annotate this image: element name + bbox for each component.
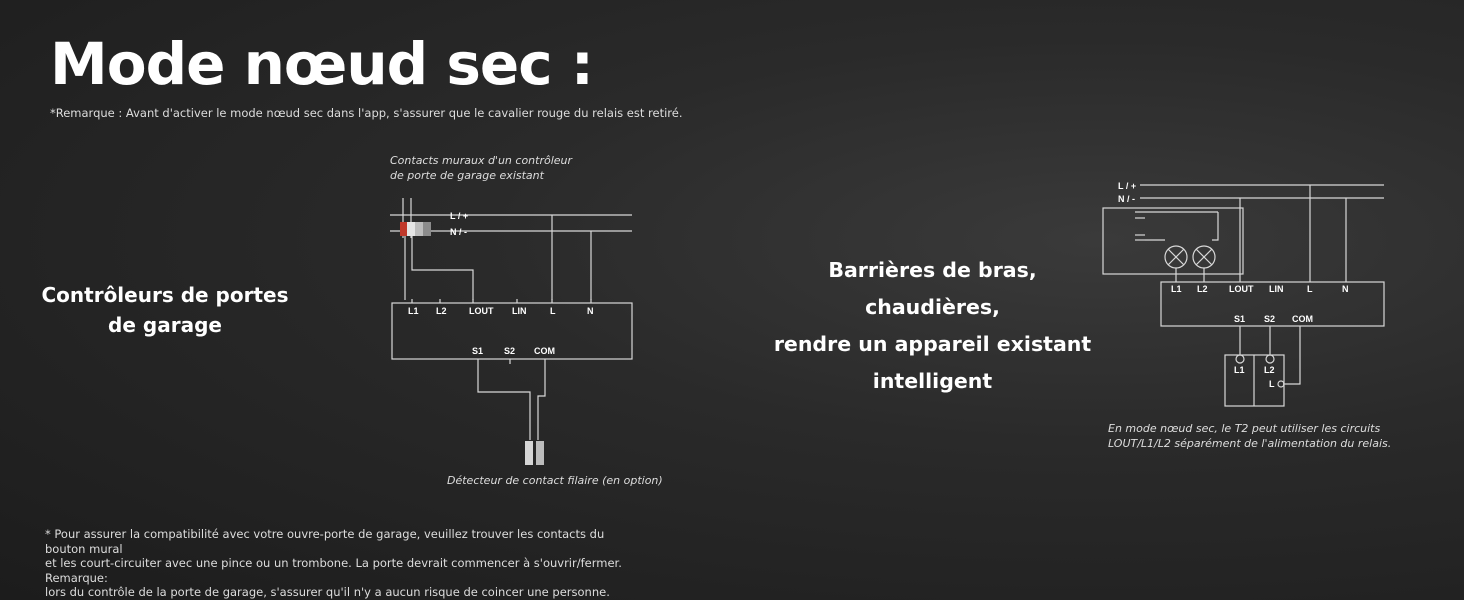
left-terminal-l2: L2 <box>436 306 447 316</box>
left-terminal-ticks <box>412 299 591 303</box>
left-terminal-l1: L1 <box>408 306 419 316</box>
left-terminal-s1: S1 <box>472 346 484 356</box>
right-terminal-l2: L2 <box>1197 284 1208 294</box>
right-terminal-s2: S2 <box>1264 314 1276 324</box>
switch-label-l2: L2 <box>1264 365 1275 375</box>
left-label-n: N / - <box>450 227 467 237</box>
footnote-line1: * Pour assurer la compatibilité avec votre ouvre-porte de garage, veuillez trouver les contacts du bouton mural <box>45 527 605 556</box>
caption-wall-contacts-line1: Contacts muraux d'un contrôleur <box>390 154 573 167</box>
right-label-l: L / + <box>1118 181 1137 191</box>
wire-to-lout <box>412 236 473 300</box>
right-terminal-lin: LIN <box>1269 284 1284 294</box>
right-label-n: N / - <box>1118 194 1135 204</box>
wire-com-detector <box>538 359 545 440</box>
left-terminal-s2: S2 <box>504 346 516 356</box>
switch-label-l1: L1 <box>1234 365 1245 375</box>
switch-terminal-l1-icon <box>1236 355 1244 363</box>
left-terminal-lin: LIN <box>512 306 527 316</box>
wire-com-switch <box>1283 326 1300 384</box>
lamp-icon-2 <box>1193 246 1215 268</box>
right-terminal-n: N <box>1342 284 1349 294</box>
left-heading-line2: de garage <box>108 313 222 337</box>
contact-detector-icon <box>525 441 544 465</box>
left-label-l: L / + <box>450 211 469 221</box>
switch-label-l: L <box>1269 379 1275 389</box>
wire-s1-detector <box>478 359 530 440</box>
lamp-icon-1 <box>1165 246 1187 268</box>
footnote-line3: lors du contrôle de la porte de garage, s'assurer qu'il n'y a aucun risque de coincer une personne. <box>45 585 610 599</box>
left-terminal-com: COM <box>534 346 555 356</box>
caption-wall-contacts-line2: de porte de garage existant <box>390 169 544 182</box>
left-wiring-diagram <box>390 198 632 465</box>
right-heading-line2: rendre un appareil existant <box>773 332 1092 356</box>
right-terminal-l: L <box>1307 284 1313 294</box>
remark-note: *Remarque : Avant d'activer le mode nœud sec dans l'app, s'assurer que le cavalier rouge du relais est retiré. <box>50 106 683 120</box>
switch-terminal-l2-icon <box>1266 355 1274 363</box>
caption-dry-contact-line1: En mode nœud sec, le T2 peut utiliser les circuits <box>1108 422 1381 435</box>
footnote-line2: et les court-circuiter avec une pince ou un trombone. La porte devrait commencer à s'ouvrir/fermer. Remarque: <box>45 556 622 585</box>
left-terminal-l: L <box>550 306 556 316</box>
existing-device-box <box>1103 208 1243 274</box>
caption-dry-contact-line2: LOUT/L1/L2 séparément de l'alimentation du relais. <box>1108 437 1392 450</box>
right-terminal-com: COM <box>1292 314 1313 324</box>
right-terminal-s1: S1 <box>1234 314 1246 324</box>
wall-contact-terminal-icon <box>400 222 431 236</box>
left-terminal-n: N <box>587 306 594 316</box>
right-heading-line3: intelligent <box>872 369 993 393</box>
left-terminal-lout: LOUT <box>469 306 494 316</box>
right-terminal-lout: LOUT <box>1229 284 1254 294</box>
page-title: Mode nœud sec : <box>50 30 593 98</box>
device-wire-a <box>1212 212 1218 240</box>
right-heading-line1: Barrières de bras, chaudières, <box>828 258 1037 319</box>
right-wiring-diagram <box>1103 181 1384 406</box>
device-contact-icon <box>1135 212 1218 240</box>
right-terminal-l1: L1 <box>1171 284 1182 294</box>
caption-contact-detector: Détecteur de contact filaire (en option) <box>447 474 663 487</box>
left-heading-line1: Contrôleurs de portes <box>41 283 289 307</box>
